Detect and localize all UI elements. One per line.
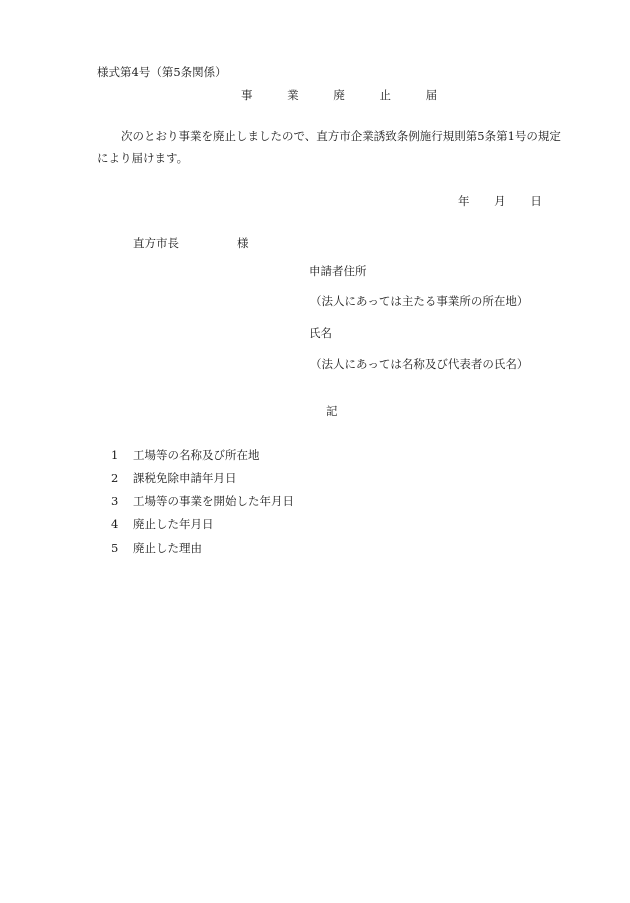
list-item-number: 4	[111, 517, 119, 531]
list-item-number: 3	[111, 494, 119, 508]
list-item-text: 工場等の名称及び所在地	[133, 448, 260, 462]
applicant-name-label: 氏名	[309, 326, 332, 340]
title-char: 廃	[333, 88, 345, 102]
body-text-line-2: により届けます。	[97, 151, 189, 165]
addressee-honorific: 様	[237, 236, 249, 250]
list-item	[111, 494, 294, 508]
applicant-address-note: （法人にあっては主たる事業所の所在地）	[310, 294, 529, 308]
body-text-line-1: 次のとおり事業を廃止しましたので、直方市企業誘致条例施行規則第5条第1号の規定	[121, 129, 561, 143]
list-item	[111, 471, 237, 485]
title-char: 届	[425, 88, 438, 102]
list-item-text: 工場等の事業を開始した年月日	[133, 494, 294, 508]
record-heading: 記	[326, 404, 338, 418]
list-item	[111, 448, 260, 462]
list-item-number: 5	[111, 541, 119, 555]
date-line	[458, 194, 542, 208]
document-title	[241, 88, 437, 102]
list-item-text: 廃止した理由	[133, 541, 202, 555]
list-item-number: 1	[111, 448, 119, 462]
list-item-text: 廃止した年月日	[133, 517, 214, 531]
title-char: 業	[287, 88, 299, 102]
title-char: 事	[241, 88, 253, 102]
form-number: 様式第4号（第5条関係）	[97, 65, 227, 79]
addressee-name: 直方市長	[133, 236, 179, 250]
applicant-address-label: 申請者住所	[309, 264, 367, 278]
list-item	[111, 541, 202, 555]
list-item-number: 2	[111, 471, 119, 485]
applicant-name-note: （法人にあっては名称及び代表者の氏名）	[310, 357, 529, 371]
title-char: 止	[379, 88, 391, 102]
date-day-label: 日	[530, 194, 542, 208]
list-item-text: 課税免除申請年月日	[133, 471, 237, 485]
date-month-label: 月	[494, 194, 506, 208]
list-item	[111, 517, 214, 531]
date-year-label: 年	[458, 194, 470, 208]
